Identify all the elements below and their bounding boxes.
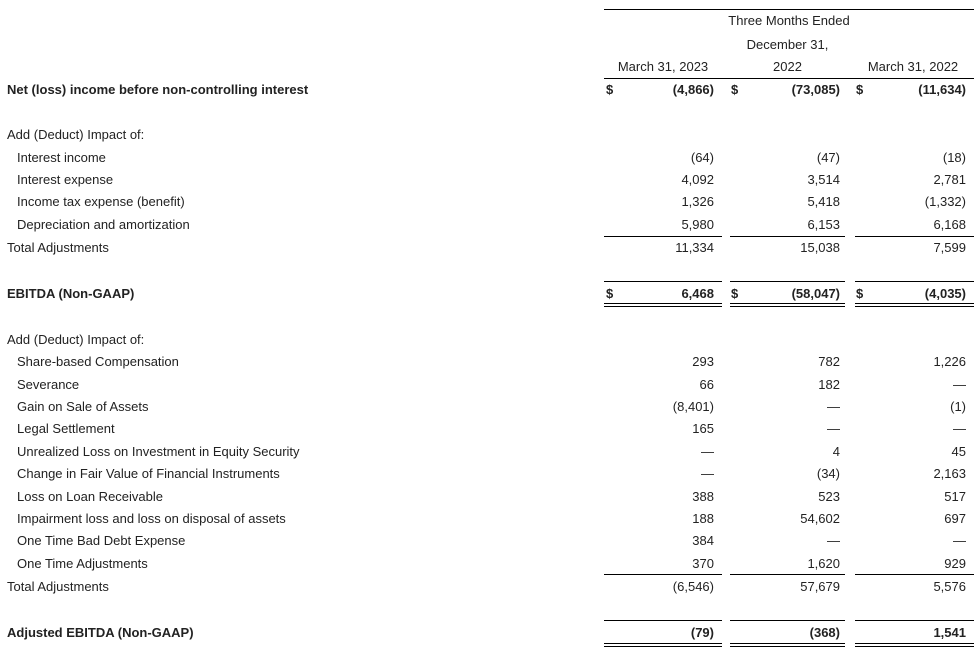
row-label: Share-based Compensation [17,354,179,369]
currency-symbol: $ [606,286,614,301]
row-label: Interest income [17,150,106,165]
row-value: 517 [944,489,966,504]
row-value: (47) [816,150,840,165]
row-value: 165 [692,421,714,436]
row-label: One Time Adjustments [17,556,148,571]
row-value: 929 [944,556,966,571]
row-value: — [701,444,714,459]
adjusted-ebitda-col2: (368) [809,625,840,640]
section2-total-label: Total Adjustments [7,579,109,594]
net-loss-col3: (11,634) [918,82,966,97]
row-label: Loss on Loan Receivable [17,489,163,504]
period-title: Three Months Ended [728,13,850,28]
row-label: Legal Settlement [17,421,115,436]
ebitda-label: EBITDA (Non-GAAP) [7,286,135,301]
row-value: 4 [832,444,840,459]
row-value: 182 [818,377,840,392]
col2-date-line2: 2022 [773,59,802,74]
adjusted-ebitda-label: Adjusted EBITDA (Non-GAAP) [7,625,194,640]
row-value: 66 [699,377,714,392]
currency-symbol: $ [856,286,864,301]
row-label: Income tax expense (benefit) [17,194,185,209]
row-value: 1,620 [807,556,840,571]
section2-total-col1: (6,546) [672,579,714,594]
net-loss-label: Net (loss) income before non-controlling interest [7,82,309,97]
row-value: (18) [942,150,966,165]
net-loss-col2: (73,085) [791,82,840,97]
section1-total-col2: 15,038 [800,240,840,255]
section1-total-col3: 7,599 [933,240,966,255]
row-value: (1,332) [924,194,966,209]
row-value: 697 [944,511,966,526]
row-value: 388 [692,489,714,504]
row-value: (64) [690,150,714,165]
row-value: (34) [816,466,840,481]
row-value: 6,153 [807,217,840,232]
row-value: — [827,421,840,436]
row-value: 5,980 [681,217,714,232]
row-value: (8,401) [672,399,714,414]
currency-symbol: $ [731,286,739,301]
row-label: Impairment loss and loss on disposal of assets [17,511,286,526]
adjusted-ebitda-col1: (79) [690,625,714,640]
row-value: 293 [692,354,714,369]
currency-symbol: $ [856,82,864,97]
section2-total-col3: 5,576 [933,579,966,594]
row-value: 5,418 [807,194,840,209]
row-value: 6,168 [933,217,966,232]
col2-date-line1: December 31, [746,37,829,52]
row-value: 782 [818,354,840,369]
row-label: Change in Fair Value of Financial Instruments [17,466,280,481]
row-value: 4,092 [681,172,714,187]
section1-total-col1: 11,334 [675,240,714,255]
row-label: Depreciation and amortization [17,217,190,232]
section1-heading: Add (Deduct) Impact of: [7,127,145,142]
row-value: 370 [692,556,714,571]
row-label: Gain on Sale of Assets [17,399,149,414]
currency-symbol: $ [731,82,739,97]
row-label: Interest expense [17,172,114,187]
col3-date: March 31, 2022 [867,59,959,74]
row-value: 523 [818,489,840,504]
ebitda-col3: (4,035) [924,286,966,301]
row-value: 2,781 [933,172,966,187]
col1-date: March 31, 2023 [617,59,709,74]
row-value: — [953,421,966,436]
currency-symbol: $ [606,82,614,97]
row-label: Severance [17,377,80,392]
row-value: — [827,399,840,414]
row-value: 1,226 [933,354,966,369]
net-loss-col1: (4,866) [672,82,714,97]
row-label: Unrealized Loss on Investment in Equity Security [17,444,300,459]
section2-total-col2: 57,679 [800,579,840,594]
adjusted-ebitda-col3: 1,541 [933,625,966,640]
row-value: 3,514 [807,172,840,187]
row-value: 188 [692,511,714,526]
row-value: (1) [950,399,966,414]
row-value: — [701,466,714,481]
row-value: — [827,533,840,548]
section1-total-label: Total Adjustments [7,240,109,255]
row-value: 2,163 [933,466,966,481]
row-value: — [953,377,966,392]
ebitda-col2: (58,047) [791,286,840,301]
ebitda-col1: 6,468 [681,286,714,301]
row-value: 54,602 [800,511,840,526]
row-value: 45 [951,444,966,459]
section2-heading: Add (Deduct) Impact of: [7,332,145,347]
row-value: — [953,533,966,548]
row-value: 1,326 [681,194,714,209]
row-label: One Time Bad Debt Expense [17,533,186,548]
row-value: 384 [692,533,714,548]
